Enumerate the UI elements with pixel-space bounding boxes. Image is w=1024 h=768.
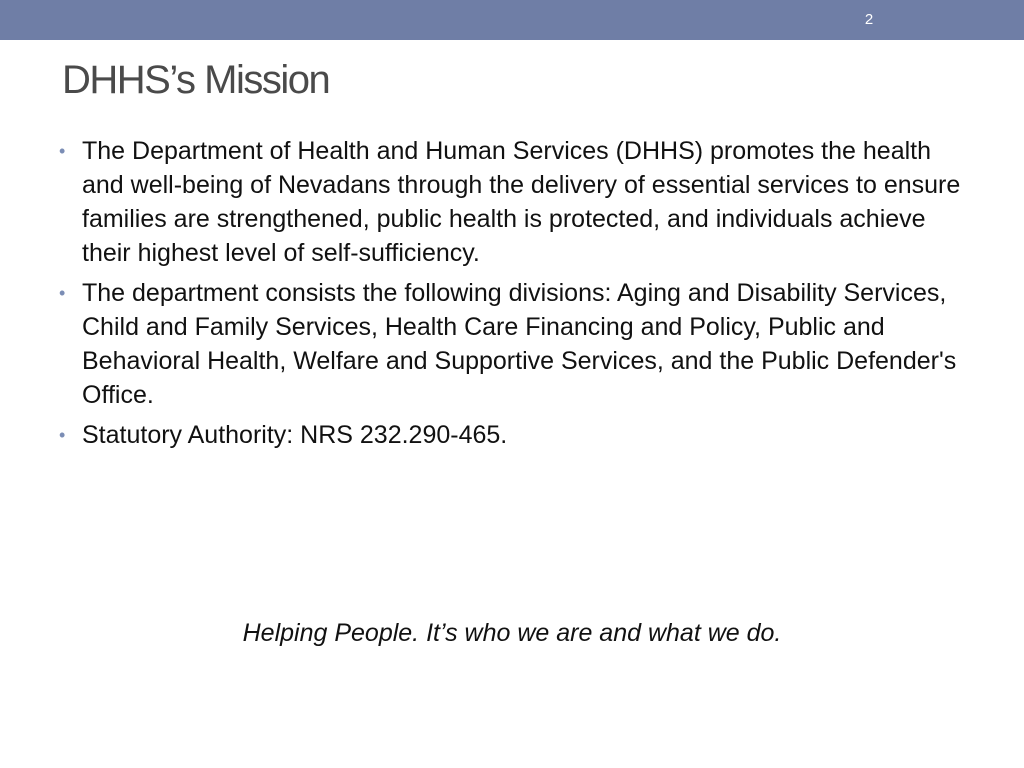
bullet-text: The Department of Health and Human Services (DHHS) promotes the health and well-being of Nevadans through the delivery of essential services to ensure families are strengthened, public health is protected, and individuals achieve their highest level of self-sufficiency. xyxy=(82,137,961,267)
bullet-icon: • xyxy=(59,141,66,161)
bullet-text: The department consists the following divisions: Aging and Disability Services, Child and Family Services, Health Care Financing and Policy, Public and Behavioral Health, Welfare and Supportive Services, and the Public Defender's Office. xyxy=(82,279,957,409)
bullet-list xyxy=(58,134,978,458)
bullet-item-divisions xyxy=(58,276,978,412)
slide-title: DHHS’s Mission xyxy=(62,58,330,102)
header-bar xyxy=(0,0,1024,40)
tagline: Helping People. It’s who we are and what we do. xyxy=(242,619,782,647)
bullet-text: Statutory Authority: NRS 232.290-465. xyxy=(82,421,508,449)
slide-number: 2 xyxy=(864,11,874,28)
bullet-item-mission xyxy=(58,134,978,270)
bullet-item-authority xyxy=(58,418,978,452)
bullet-icon: • xyxy=(59,425,66,445)
bullet-icon: • xyxy=(59,283,66,303)
